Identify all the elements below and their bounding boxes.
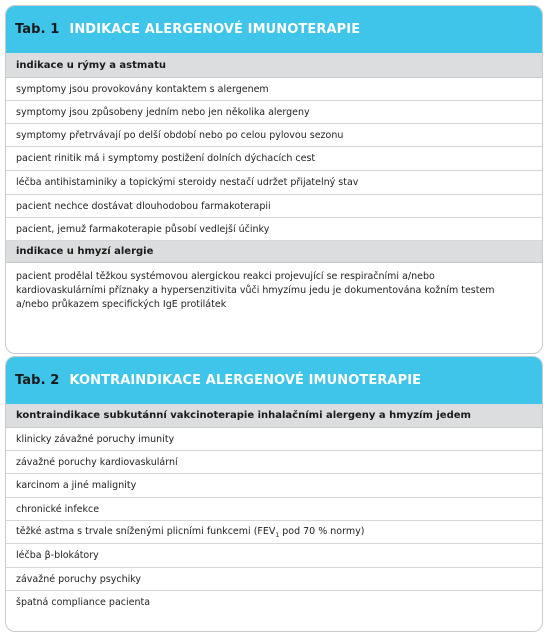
section-header-rhinitis-asthma <box>6 53 542 78</box>
row-text: symptomy jsou způsobeny jedním nebo jen několika alergeny <box>16 106 310 118</box>
table-row <box>6 428 542 451</box>
fev-suffix: pod 70 % normy) <box>279 525 365 537</box>
table-row <box>6 101 542 124</box>
section-label: indikace u hmyzí alergie <box>16 246 154 257</box>
table-row <box>6 171 542 195</box>
table-row <box>6 147 542 171</box>
row-text: chronické infekce <box>16 503 100 515</box>
table-row <box>6 218 542 241</box>
table-1-number: Tab. 1 <box>15 22 60 37</box>
table-row <box>6 263 542 328</box>
section-header-contraindications <box>6 404 542 428</box>
row-text: pacient nechce dostávat dlouhodobou farmakoterapii <box>16 200 271 212</box>
row-text: špatná compliance pacienta <box>16 597 151 608</box>
table-row <box>6 521 542 544</box>
table-1-title: INDIKACE ALERGENOVÉ IMUNOTERAPIE <box>69 22 361 37</box>
row-text: léčba antihistaminiky a topickými steroidy nestačí udržet přijatelný stav <box>16 177 359 188</box>
table-row <box>6 451 542 474</box>
row-text: závažné poruchy psychiky <box>16 573 142 585</box>
section-label: indikace u rýmy a astmatu <box>16 59 166 71</box>
row-text: léčba β-blokátory <box>16 550 99 561</box>
table-2-number: Tab. 2 <box>15 373 60 388</box>
table-2-title: KONTRAINDIKACE ALERGENOVÉ IMUNOTERAPIE <box>69 373 422 388</box>
table-row <box>6 568 542 591</box>
row-text: pacient rinitik má i symptomy postižení dolních dýchacích cest <box>16 153 316 164</box>
fev-subscript: 1 <box>275 531 280 539</box>
row-text: symptomy přetrvávají po delší období nebo po celou pylovou sezonu <box>16 129 344 141</box>
table-row <box>6 124 542 147</box>
table-row <box>6 474 542 498</box>
table-row <box>6 195 542 218</box>
section-label: kontraindikace subkutánní vakcinoterapie inhalačními alergeny a hmyzím jedem <box>16 410 471 421</box>
row-text: symptomy jsou provokovány kontaktem s alergenem <box>16 83 269 95</box>
table-1-header <box>6 6 542 53</box>
table-2 <box>5 356 543 632</box>
table-row <box>6 544 542 568</box>
table-row <box>6 591 542 614</box>
row-text: karcinom a jiné malignity <box>16 480 137 491</box>
table-row <box>6 498 542 521</box>
table-row <box>6 78 542 101</box>
row-text: pacient, jemuž farmakoterapie působí vedlejší účinky <box>16 223 270 235</box>
row-text: závažné poruchy kardiovaskulární <box>16 456 178 468</box>
section-header-insect-allergy <box>6 241 542 263</box>
table-1 <box>5 5 543 354</box>
fev-text: těžké astma s trvale sníženými plicními funkcemi (FEV <box>16 525 276 537</box>
table-2-header <box>6 357 542 404</box>
row-text <box>16 526 364 539</box>
row-text: pacient prodělal těžkou systémovou alergickou reakci projevující se respiračními a/nebo kardiovaskulárními příznaky a hypersenzitivita vůči hmyzímu jedu je dokumentována kožním testem a/nebo průkazem specifických IgE protilátek <box>16 271 495 310</box>
row-text: klinicky závažné poruchy imunity <box>16 433 175 445</box>
